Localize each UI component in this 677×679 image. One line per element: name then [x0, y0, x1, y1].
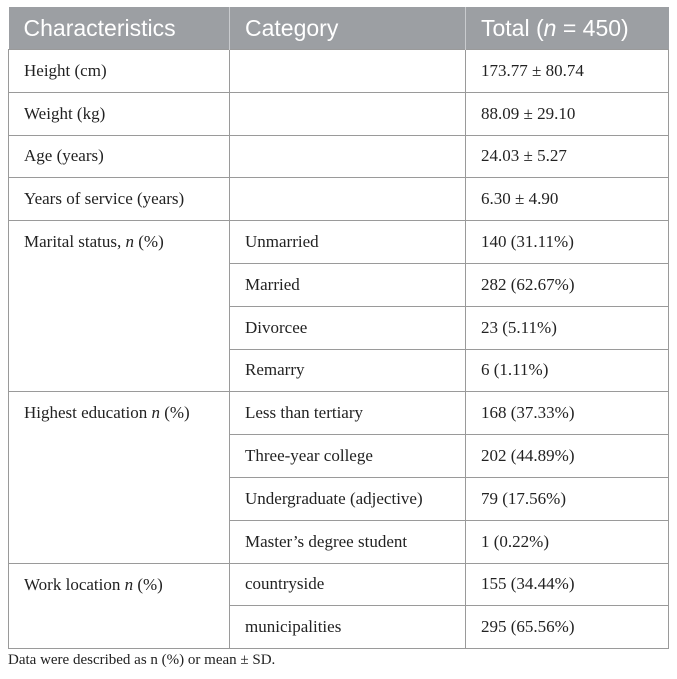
group-label-prefix: Work location [24, 574, 125, 594]
row-total: 1 (0.22%) [466, 520, 669, 563]
group-label-suffix: (%) [134, 232, 164, 252]
row-label: Age (years) [9, 135, 230, 178]
header-characteristics: Characteristics [9, 7, 230, 50]
row-category: Master’s degree student [230, 520, 466, 563]
row-label: Years of service (years) [9, 178, 230, 221]
row-category: Undergraduate (adjective) [230, 477, 466, 520]
group-label-marital-status [9, 221, 230, 392]
row-total: 202 (44.89%) [466, 435, 669, 478]
row-category: countryside [230, 563, 466, 606]
row-total: 6 (1.11%) [466, 349, 669, 392]
table-body [9, 50, 669, 649]
group-label-suffix: (%) [133, 574, 163, 594]
row-category [230, 92, 466, 135]
group-label-n: n [151, 403, 160, 423]
group-label-prefix: Marital status, [24, 232, 126, 252]
row-total: 6.30 ± 4.90 [466, 178, 669, 221]
group-label-suffix: (%) [159, 403, 190, 423]
row-total: 79 (17.56%) [466, 477, 669, 520]
row-label: Height (cm) [9, 50, 230, 93]
group-label-n: n [124, 574, 134, 594]
header-row [9, 7, 669, 50]
row-total: 23 (5.11%) [466, 306, 669, 349]
group-label-n: n [125, 232, 135, 252]
row-category: municipalities [230, 606, 466, 649]
table-row [9, 392, 669, 435]
group-label-prefix: Highest education [24, 403, 152, 423]
header-category: Category [230, 7, 466, 50]
row-total: 295 (65.56%) [466, 606, 669, 649]
row-total: 155 (34.44%) [466, 563, 669, 606]
row-total: 24.03 ± 5.27 [466, 135, 669, 178]
group-label-highest-education [9, 392, 230, 563]
row-category [230, 135, 466, 178]
row-category [230, 178, 466, 221]
row-total: 282 (62.67%) [466, 263, 669, 306]
row-label: Weight (kg) [9, 92, 230, 135]
header-total [466, 7, 669, 50]
header-total-prefix: Total ( [481, 14, 544, 41]
row-total: 173.77 ± 80.74 [466, 50, 669, 93]
table-header [9, 7, 669, 50]
table-row [9, 221, 669, 264]
characteristics-table-container [8, 7, 668, 649]
table-row [9, 92, 669, 135]
group-label-work-location [9, 563, 230, 649]
row-total: 88.09 ± 29.10 [466, 92, 669, 135]
row-total: 168 (37.33%) [466, 392, 669, 435]
header-total-suffix: = 450) [556, 14, 629, 41]
table-row [9, 563, 669, 606]
row-category: Remarry [230, 349, 466, 392]
row-total: 140 (31.11%) [466, 221, 669, 264]
header-total-n: n [543, 14, 557, 41]
row-category: Married [230, 263, 466, 306]
characteristics-table [8, 7, 669, 649]
row-category: Unmarried [230, 221, 466, 264]
table-row [9, 50, 669, 93]
row-category: Less than tertiary [230, 392, 466, 435]
table-row [9, 135, 669, 178]
row-category: Three-year college [230, 435, 466, 478]
table-row [9, 178, 669, 221]
table-footnote: Data were described as n (%) or mean ± SD. [8, 652, 276, 668]
row-category: Divorcee [230, 306, 466, 349]
row-category [230, 50, 466, 93]
